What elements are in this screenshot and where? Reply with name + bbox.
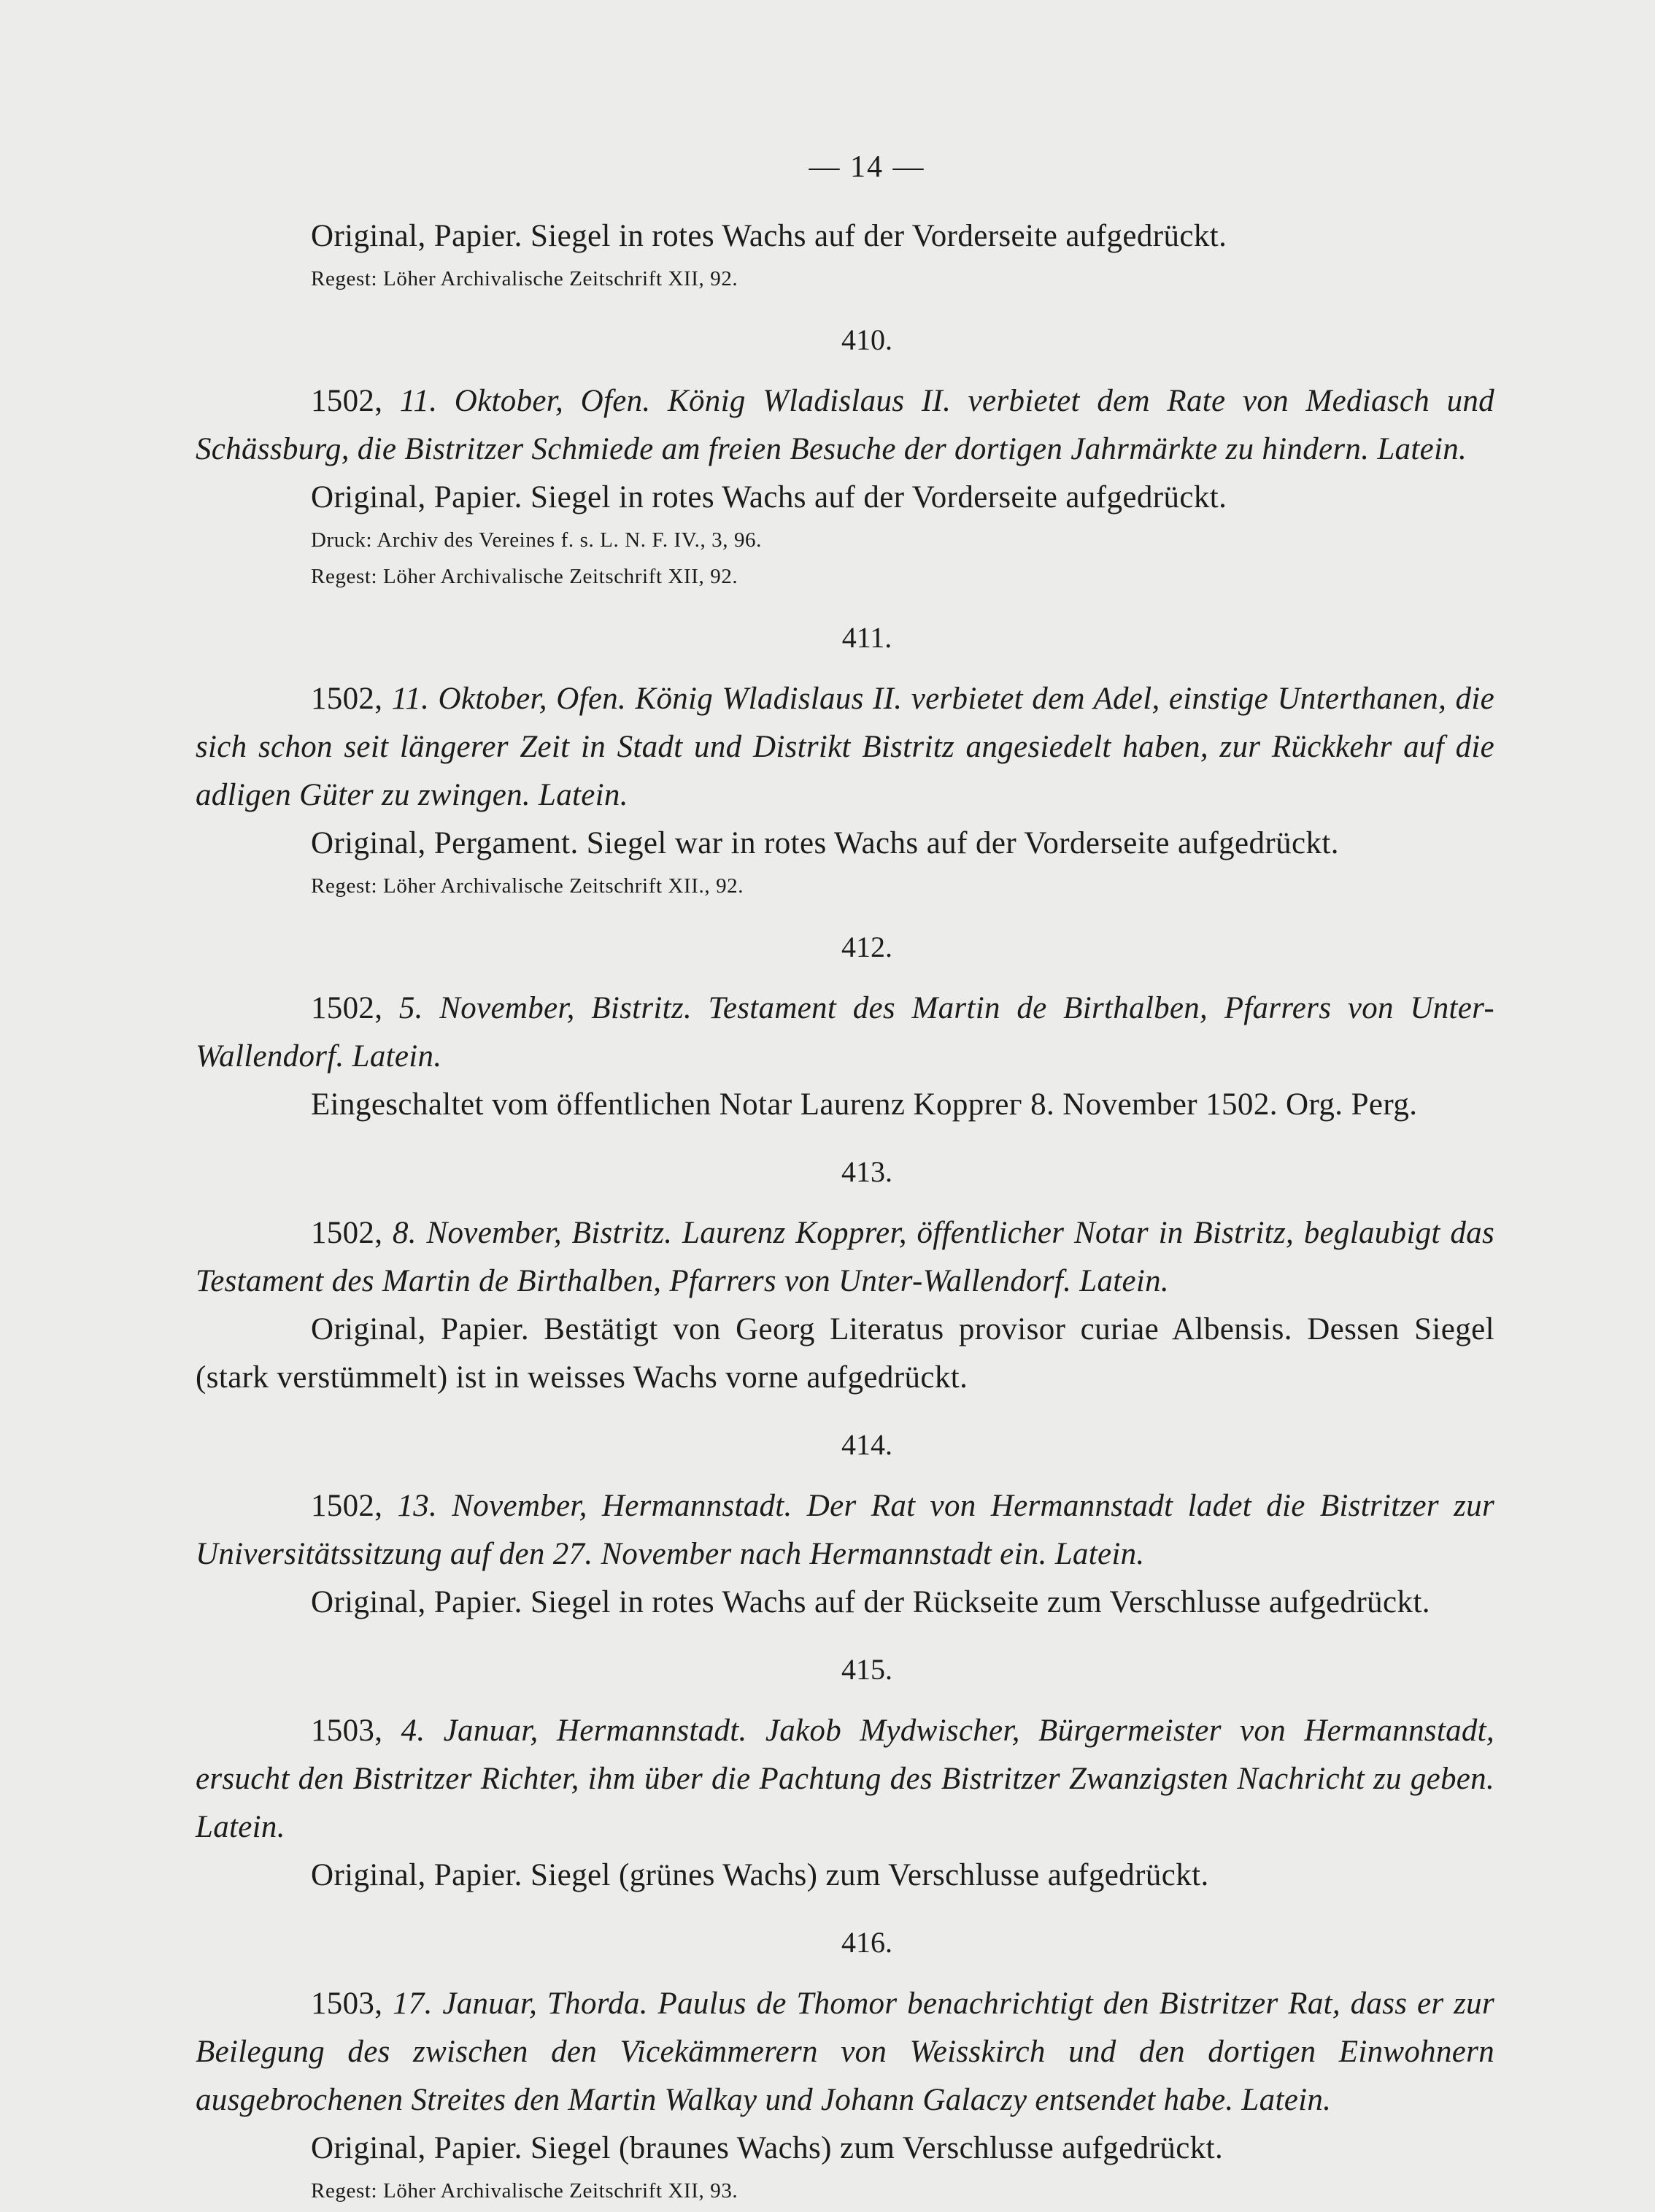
entry-summary-text: 11. Oktober, Ofen. König Wladislaus II. verbietet dem Adel, einstige Unterthanen, die sich schon seit längerer Zeit in Stadt und Distrikt Bistritz angesiedelt haben, zur Rückkehr auf die adligen Güter zu zwingen. Latein. [196, 682, 1494, 812]
entry-410 [196, 320, 1494, 595]
preceding-entry-tail [196, 212, 1494, 297]
entry-summary [196, 984, 1494, 1081]
entry-reference: Regest: Löher Archivalische Zeitschrift XII, 92. [311, 565, 738, 588]
entry-number: 416. [841, 1926, 892, 1959]
entry-413 [196, 1152, 1494, 1402]
entry-note: Original, Pergament. Siegel war in rotes Wachs auf der Vorderseite aufgedrückt. [311, 826, 1339, 860]
entry-number: 412. [841, 930, 892, 963]
entry-note: Eingeschaltet vom öffentlichen Notar Laurenz Koppreг 8. November 1502. Org. Perg. [311, 1087, 1418, 1122]
entry-year: 1503, [311, 1986, 383, 2021]
page-content [196, 150, 1494, 2212]
entry-summary [196, 1209, 1494, 1306]
page-number: — 14 — [809, 150, 925, 184]
entry-number: 414. [841, 1428, 892, 1461]
entry-411 [196, 618, 1494, 904]
entry-summary [196, 1707, 1494, 1851]
entry-416 [196, 1923, 1494, 2209]
entry-reference: Druck: Archiv des Vereines f. s. L. N. F. IV., 3, 96. [311, 528, 763, 552]
entry-summary-text: 11. Oktober, Ofen. König Wladislaus II. verbietet dem Rate von Mediasch und Schässburg, die Bistritzer Schmiede am freien Besuche der dortigen Jahrmärkte zu hindern. Latein. [196, 384, 1494, 466]
entry-year: 1502, [311, 991, 383, 1025]
entry-note: Original, Papier. Siegel in rotes Wachs auf der Rückseite zum Verschlusse aufgedrückt. [311, 1585, 1430, 1619]
entry-summary [196, 1980, 1494, 2124]
entry-year: 1502, [311, 1216, 383, 1250]
entry-number: 411. [841, 621, 892, 654]
entry-summary [196, 377, 1494, 474]
entry-number: 410. [841, 323, 892, 356]
entry-summary-text: 8. November, Bistritz. Laurenz Kopprer, öffentlicher Notar in Bistritz, beglaubigt das Testament des Martin de Birthalben, Pfarrers von Unter-Wallendorf. Latein. [196, 1216, 1494, 1298]
entry-note: Original, Papier. Bestätigt von Georg Literatus provisor curiae Albensis. Dessen Siegel (stark verstümmelt) ist in weisses Wachs vorne aufgedrückt. [196, 1312, 1494, 1395]
entry-414 [196, 1425, 1494, 1627]
entry-412 [196, 928, 1494, 1129]
entry-summary-text: 13. November, Hermannstadt. Der Rat von Hermannstadt ladet die Bistritzer zur Universitätssitzung auf den 27. November nach Hermannstadt ein. Latein. [196, 1489, 1494, 1571]
entry-note: Original, Papier. Siegel (grünes Wachs) zum Verschlusse aufgedrückt. [311, 1858, 1209, 1892]
entry-summary-text: 5. November, Bistritz. Testament des Martin de Birthalben, Pfarrers von Unter-Wallendorf. Latein. [196, 991, 1494, 1074]
entry-415 [196, 1650, 1494, 1900]
entry-reference: Regest: Löher Archivalische Zeitschrift XII, 92. [311, 267, 738, 290]
entry-note: Original, Papier. Siegel in rotes Wachs auf der Vorderseite aufgedrückt. [311, 219, 1227, 253]
entry-summary [196, 1482, 1494, 1579]
entry-reference: Regest: Löher Archivalische Zeitschrift XII, 93. [311, 2179, 738, 2203]
entry-reference: Regest: Löher Archivalische Zeitschrift XII., 92. [311, 874, 744, 898]
entry-year: 1502, [311, 384, 383, 418]
entry-summary [196, 675, 1494, 820]
entry-year: 1502, [311, 1489, 383, 1523]
entry-number: 413. [841, 1155, 892, 1188]
entry-summary-text: 4. Januar, Hermannstadt. Jakob Mydwischer, Bürgermeister von Hermannstadt, ersucht den Bistritzer Richter, ihm über die Pachtung des Bistritzer Zwanzigsten Nachricht zu geben. Latein. [196, 1714, 1494, 1844]
entry-note: Original, Papier. Siegel in rotes Wachs auf der Vorderseite aufgedrückt. [311, 480, 1227, 515]
entry-summary-text: 17. Januar, Thorda. Paulus de Thomor benachrichtigt den Bistritzer Rat, dass er zur Beilegung des zwischen den Vicekämmerern von Weisskirch und den dortigen Einwohnern ausgebrochenen Streites den Martin Walkay und Johann Galaczy entsendet habe. Latein. [196, 1986, 1494, 2117]
entry-number: 415. [841, 1653, 892, 1686]
entry-year: 1502, [311, 682, 383, 716]
entry-note: Original, Papier. Siegel (braunes Wachs) zum Verschlusse aufgedrückt. [311, 2131, 1224, 2165]
entry-year: 1503, [311, 1714, 383, 1748]
